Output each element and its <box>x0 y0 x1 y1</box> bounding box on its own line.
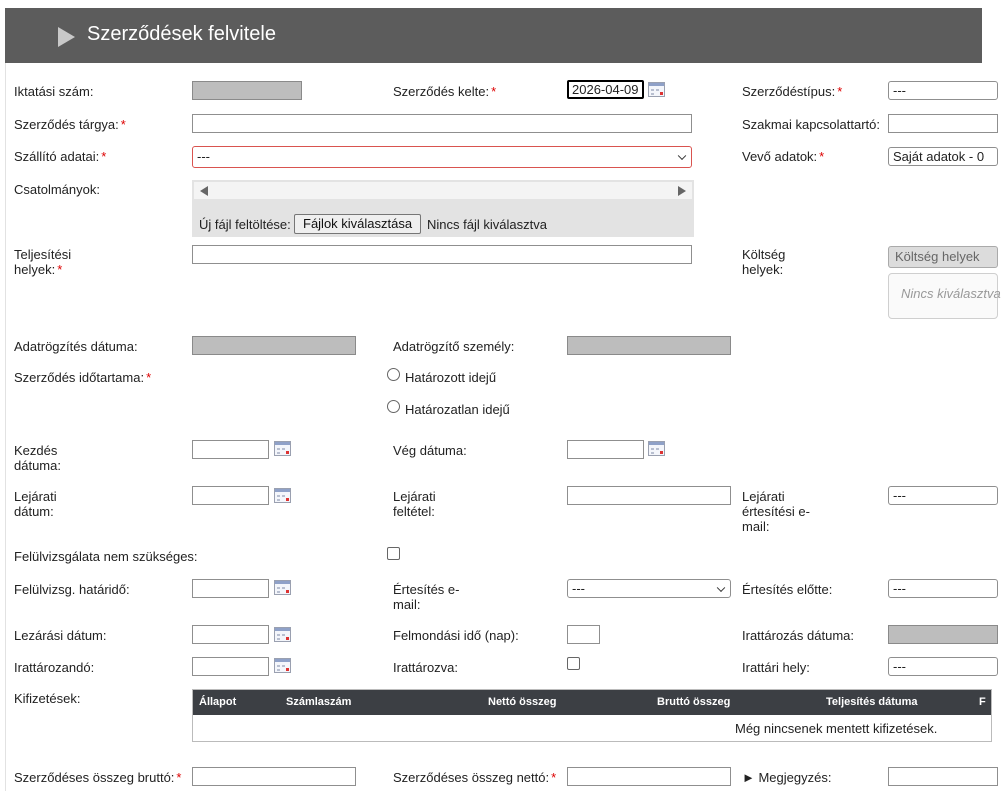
irattari-hely-select[interactable]: --- <box>888 657 998 676</box>
iktatasi-szam-field <box>192 81 302 100</box>
megjegyzes-toggle[interactable]: ► Megjegyzés: <box>742 770 832 785</box>
column-header[interactable]: Nettó összeg <box>488 696 557 708</box>
teljesitesi-helyek-input[interactable] <box>192 245 692 264</box>
calendar-icon[interactable] <box>274 627 291 642</box>
koltseg-helyek-label: Költség helyek: <box>742 247 786 277</box>
osszeg-brutto-label: Szerződéses összeg bruttó: * <box>14 770 182 785</box>
chevron-down-icon <box>678 152 686 160</box>
hatarozatlan-label: Határozatlan idejű <box>405 402 510 417</box>
calendar-icon[interactable] <box>648 82 665 97</box>
kifizetesek-label: Kifizetések: <box>14 691 81 706</box>
column-header[interactable]: Állapot <box>199 696 237 708</box>
szerzodes-idotartama-label: Szerződés időtartama: * <box>14 370 152 385</box>
column-header[interactable]: Bruttó összeg <box>657 696 731 708</box>
felmondasi-ido-input[interactable] <box>567 625 600 644</box>
irattari-hely-label: Irattári hely: <box>742 660 810 675</box>
osszeg-netto-label: Szerződéses összeg nettó: * <box>393 770 557 785</box>
felulvizsgalata-checkbox[interactable] <box>387 547 400 560</box>
irattarozando-label: Irattározandó: <box>14 660 95 675</box>
hatarozott-radio[interactable] <box>387 368 400 381</box>
left-divider <box>5 63 6 791</box>
upload-label: Új fájl feltöltése: <box>199 217 291 232</box>
column-header[interactable]: F <box>979 696 986 708</box>
megjegyzes-input[interactable] <box>888 767 998 786</box>
payments-empty-message: Még nincsenek mentett kifizetések. <box>735 721 938 736</box>
vevo-adatok-select[interactable]: Saját adatok - 0 <box>888 147 998 166</box>
lejarati-ertesitesi-email-select[interactable]: --- <box>888 486 998 505</box>
szallito-adatai-select[interactable]: --- <box>192 146 692 168</box>
felmondasi-ido-label: Felmondási idő (nap): <box>393 628 519 643</box>
collapse-triangle-icon[interactable] <box>58 27 75 47</box>
adatrogzites-datuma-field <box>192 336 356 355</box>
ertesites-elotte-select[interactable]: --- <box>888 579 998 598</box>
kezdes-datuma-label: Kezdés dátuma: <box>14 443 61 473</box>
irattarozando-input[interactable] <box>192 657 269 676</box>
scroll-left-icon[interactable] <box>200 186 208 196</box>
chevron-down-icon <box>717 583 725 591</box>
veg-datuma-input[interactable] <box>567 440 644 459</box>
felulvizsgalata-label: Felülvizsgálata nem szükséges: <box>14 549 198 564</box>
lejarati-ertesitesi-email-label: Lejárati értesítési e- mail: <box>742 489 810 534</box>
koltseg-helyek-list: Nincs kiválasztva <box>888 273 998 319</box>
payments-table-header <box>193 690 991 715</box>
szerzodestipus-select[interactable]: --- <box>888 81 998 100</box>
teljesitesi-helyek-label: Teljesítési helyek: * <box>14 247 72 277</box>
adatrogzito-szemely-field <box>567 336 731 355</box>
calendar-icon[interactable] <box>274 441 291 456</box>
hatarozatlan-radio[interactable] <box>387 400 400 413</box>
irattarozva-label: Irattározva: <box>393 660 459 675</box>
szerzodes-targya-input[interactable] <box>192 114 692 133</box>
lejarati-feltetel-label: Lejárati feltétel: <box>393 489 436 519</box>
csatolmanyok-label: Csatolmányok: <box>14 182 100 197</box>
felulvizsg-hatarido-label: Felülvizsg. határidő: <box>14 582 130 597</box>
calendar-icon[interactable] <box>274 580 291 595</box>
szerzodes-kelte-input[interactable]: 2026-04-09 <box>567 80 644 99</box>
felulvizsg-hatarido-input[interactable] <box>192 579 269 598</box>
lezarasi-datum-input[interactable] <box>192 625 269 644</box>
attachments-panel <box>192 180 694 237</box>
koltseg-helyek-button[interactable]: Költség helyek <box>888 246 998 268</box>
lejarati-feltetel-input[interactable] <box>567 486 731 505</box>
calendar-icon[interactable] <box>274 488 291 503</box>
osszeg-brutto-input[interactable] <box>192 767 356 786</box>
lezarasi-datum-label: Lezárási dátum: <box>14 628 107 643</box>
kezdes-datuma-input[interactable] <box>192 440 269 459</box>
irattarozva-checkbox[interactable] <box>567 657 580 670</box>
hatarozott-label: Határozott idejű <box>405 370 497 385</box>
page-title: Szerződések felvitele <box>87 23 276 45</box>
szerzodes-kelte-label: Szerződés kelte: * <box>393 84 497 99</box>
payments-table <box>192 689 992 742</box>
veg-datuma-label: Vég dátuma: <box>393 443 467 458</box>
page-header <box>5 8 982 63</box>
osszeg-netto-input[interactable] <box>567 767 731 786</box>
no-file-status: Nincs fájl kiválasztva <box>427 217 547 232</box>
lejarati-datum-input[interactable] <box>192 486 269 505</box>
calendar-icon[interactable] <box>648 441 665 456</box>
column-header[interactable]: Számlaszám <box>286 696 352 708</box>
szerzodestipus-label: Szerződéstípus: * <box>742 84 843 99</box>
lejarati-datum-label: Lejárati dátum: <box>14 489 57 519</box>
szakmai-kapcsolattarto-input[interactable] <box>888 114 998 133</box>
vevo-adatok-label: Vevő adatok: * <box>742 149 825 164</box>
choose-files-button[interactable]: Fájlok kiválasztása <box>294 214 421 234</box>
irattarozas-datuma-field <box>888 625 998 644</box>
szallito-adatai-label: Szállító adatai: * <box>14 149 107 164</box>
szakmai-kapcsolattarto-label: Szakmai kapcsolattartó: <box>742 117 881 132</box>
ertesites-email-label: Értesítés e- mail: <box>393 582 460 612</box>
calendar-icon[interactable] <box>274 658 291 673</box>
column-header[interactable]: Teljesítés dátuma <box>826 696 918 708</box>
irattarozas-datuma-label: Irattározás dátuma: <box>742 628 854 643</box>
ertesites-email-select[interactable]: --- <box>567 579 731 598</box>
scroll-right-icon[interactable] <box>678 186 686 196</box>
attachments-scrollbar[interactable] <box>194 182 692 199</box>
adatrogzito-szemely-label: Adatrögzítő személy: <box>393 339 515 354</box>
iktatasi-szam-label: Iktatási szám: <box>14 84 94 99</box>
ertesites-elotte-label: Értesítés előtte: <box>742 582 833 597</box>
adatrogzites-datuma-label: Adatrögzítés dátuma: <box>14 339 138 354</box>
szerzodes-targya-label: Szerződés tárgya: * <box>14 117 126 132</box>
